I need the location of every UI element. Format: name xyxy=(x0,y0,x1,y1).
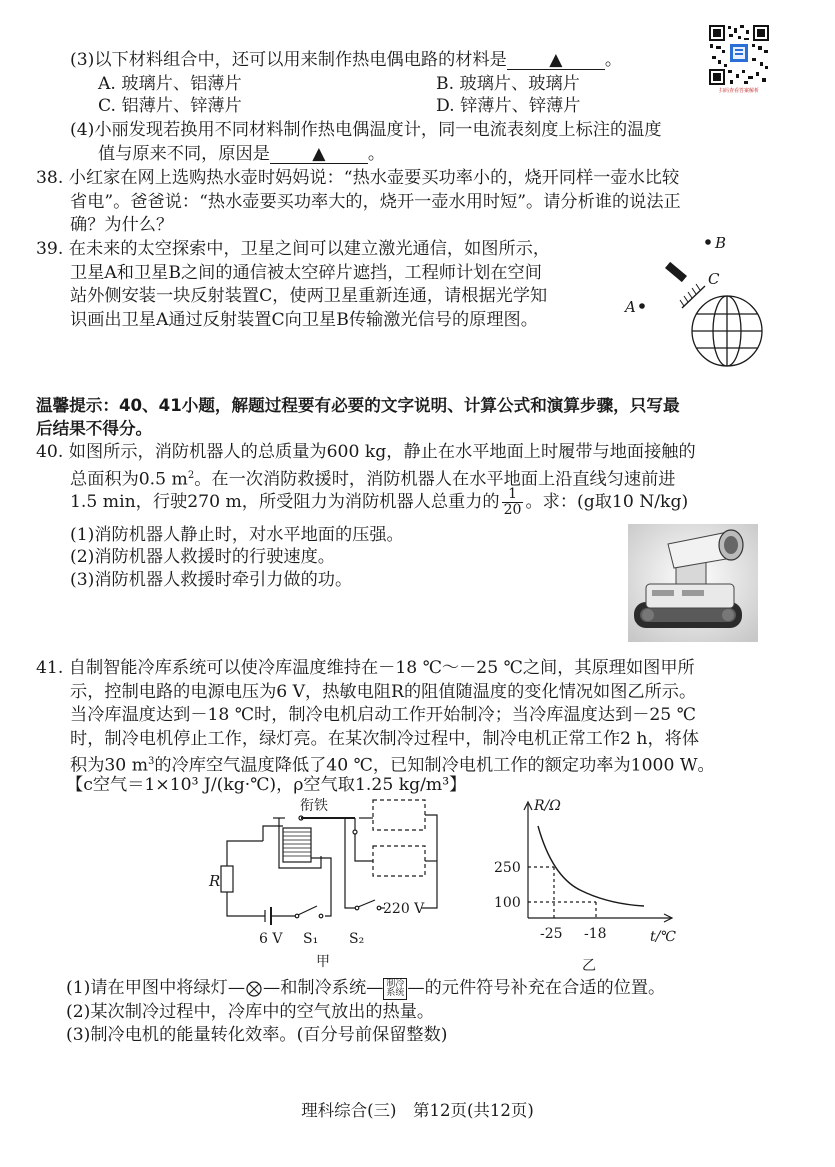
q38-line3: 确？为什么？ xyxy=(70,215,174,235)
q40-line2: 总面积为0.5 $m^2$。在一次消防救援时，消防机器人在水平地面上沿直线匀速前进 xyxy=(70,469,676,490)
x-axis-label: t/℃ xyxy=(650,929,677,945)
option-a: A. 玻璃片、铝薄片 xyxy=(98,74,242,94)
q37-part3: (3)以下材料组合中，还可以用来制作热电偶电路的材料是 ▲ 。 xyxy=(70,50,623,70)
q40-line1: 40. 如图所示，消防机器人的总质量为600 kg，静止在水平地面上时履带与地面接触的 xyxy=(36,442,696,462)
fraction-one-twentieth: $\frac{1}{20}$ xyxy=(503,486,522,518)
y-tick-100: 100 xyxy=(494,895,521,911)
q41-constants: 【c空气＝1×10³ J/(kg·℃)，ρ空气取1.25 kg/m³】 xyxy=(66,775,467,795)
resistance-temperature-graph xyxy=(490,796,690,972)
y-tick-250: 250 xyxy=(494,860,521,876)
satellite-b-dot xyxy=(705,239,711,245)
q41-line5: 积为30 $m^3$的冷库空气温度降低了40 ℃，已知制冷电机工作的额定功率为1000 W。 xyxy=(70,755,715,776)
label-c: C xyxy=(708,270,720,288)
fire-robot-photo xyxy=(628,524,758,642)
lamp-symbol-icon xyxy=(245,980,263,998)
q40-sub1: (1)消防机器人静止时，对水平地面的压强。 xyxy=(70,525,404,545)
qr-caption: 扫码查看答案解析 xyxy=(718,88,759,94)
switch-s1-label: S₁ xyxy=(303,931,319,947)
q41-line4: 时，制冷电机停止工作，绿灯亮。在某次制冷过程中，制冷电机正常工作2 h，将体 xyxy=(70,729,700,749)
space-station-globe xyxy=(692,296,762,366)
q37-part4-line1: (4)小丽发现若换用不同材料制作热电偶温度计，同一电流表刻度上标注的温度 xyxy=(70,120,662,140)
q41-sub2: (2)某次制冷过程中，冷库中的空气放出的热量。 xyxy=(66,1002,435,1022)
q39-line2: 卫星A和卫星B之间的通信被太空碎片遮挡，工程师计划在空间 xyxy=(70,263,542,283)
q39-line1: 39. 在未来的太空探索中，卫星之间可以建立激光通信，如图所示， xyxy=(36,239,551,259)
voltage-6v-label: 6 V xyxy=(259,931,283,947)
qr-code xyxy=(708,24,770,86)
q37-part4-line2: 值与原来不同，原因是 ▲ 。 xyxy=(98,144,386,164)
label-a: A xyxy=(625,298,636,316)
label-b: B xyxy=(715,234,727,252)
q40-sub3: (3)消防机器人救援时牵引力做的功。 xyxy=(70,570,353,590)
q39-line3: 站外侧安装一块反射装置C，使两卫星重新连通，请根据光学知 xyxy=(70,286,548,306)
q41-sub3: (3)制冷电机的能量转化效率。(百分号前保留整数) xyxy=(66,1025,448,1045)
voltage-220v-label: 220 V xyxy=(383,901,425,917)
option-d: D. 锌薄片、锌薄片 xyxy=(436,96,581,116)
q41-line2: 示，控制电路的电源电压为6 V，热敏电阻R的阻值随温度的变化情况如图乙所示。 xyxy=(70,682,697,702)
q40-sub2: (2)消防机器人救援时的行驶速度。 xyxy=(70,547,335,567)
tip-line1: 温馨提示：40、41小题，解题过程要有必要的文字说明、计算公式和演算步骤，只写最 xyxy=(36,396,680,415)
reflector-c xyxy=(680,284,705,308)
tip-line2: 后结果不得分。 xyxy=(36,419,153,438)
figure-yi-caption: 乙 xyxy=(582,958,596,974)
space-debris xyxy=(665,262,687,282)
armature-label: 衔铁 xyxy=(300,798,328,814)
q40-line3: 1.5 min，行驶270 m，所受阻力为消防机器人总重力的 $\frac{1}{20}$ 。求：(g取10 N/kg) xyxy=(70,486,689,518)
circuit-diagram xyxy=(205,796,445,972)
option-c: C. 铝薄片、锌薄片 xyxy=(98,96,242,116)
satellite-a-dot xyxy=(639,303,645,309)
figure-jia-caption: 甲 xyxy=(316,954,330,970)
q41-line1: 41. 自制智能冷库系统可以使冷库温度维持在－18 ℃～－25 ℃之间，其原理如图甲所 xyxy=(36,658,695,678)
option-b: B. 玻璃片、玻璃片 xyxy=(436,74,580,94)
q38-line1: 38. 小红家在网上选购热水壶时妈妈说：“热水壶要买功率小的，烧开同样一壶水比较 xyxy=(36,168,680,188)
q41-sub1: (1)请在甲图中将绿灯— —和制冷系统— 制冷系统 —的元件符号补充在合适的位置。 xyxy=(66,978,666,998)
q39-line4: 识画出卫星A通过反射装置C向卫星B传输激光信号的原理图。 xyxy=(70,310,538,330)
q41-line3: 当冷库温度达到－18 ℃时，制冷电机启动工作开始制冷；当冷库温度达到－25 ℃ xyxy=(70,705,696,725)
page-footer: 理科综合(三) 第12页(共12页) xyxy=(301,1101,534,1120)
x-tick-minus18: -18 xyxy=(584,926,607,942)
satellite-figure xyxy=(620,232,770,372)
x-tick-minus25: -25 xyxy=(540,926,563,942)
cooling-system-symbol: 制冷系统 xyxy=(383,978,407,1000)
q38-line2: 省电”。爸爸说：“热水壶要买功率大的，烧开一壶水用时短”。请分析谁的说法正 xyxy=(70,192,681,212)
y-axis-label: R/Ω xyxy=(534,798,561,814)
resistor-label: R xyxy=(209,872,221,890)
switch-s2-label: S₂ xyxy=(349,931,365,947)
